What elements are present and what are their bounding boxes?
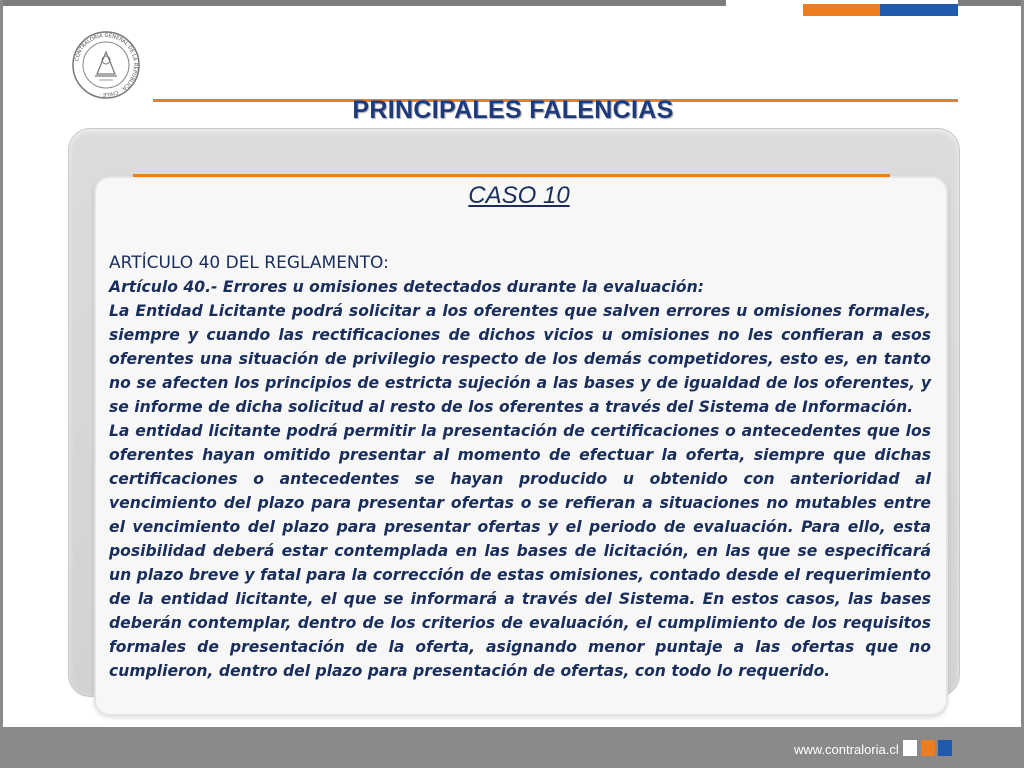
article-content [109, 251, 931, 683]
frame-left [0, 0, 3, 768]
website-link[interactable]: www.contraloria.cl [794, 742, 899, 757]
case-title: CASO 10 [468, 182, 570, 209]
article-subtitle: Artículo 40.- Errores u omisiones detectados durante la evaluación: [109, 278, 704, 296]
card-accent-line [133, 174, 890, 177]
paragraph-1: La Entidad Licitante podrá solicitar a los oferentes que salven errores u omisiones formales, siempre y cuando las rectificaciones de dichos vicios u omisiones no les confieran a esos oferentes una situación de privilegio respecto de los demás competidores, esto es, en tanto no se afecten los principios de estricta sujeción a las bases y de igualdad de los oferentes, y se informe de dicha solicitud al resto de los oferentes a través del Sistema de Información. [109, 302, 931, 416]
svg-text:CONTRALORIA GENERAL DE LA REPU: CONTRALORIA GENERAL DE LA REPUBLICA · CHILE · [74, 32, 139, 98]
footer-square-blue [938, 740, 952, 756]
footer-square-white [903, 740, 917, 756]
contraloria-seal-logo [71, 30, 141, 100]
article-heading: ARTÍCULO 40 DEL REGLAMENTO: [109, 253, 389, 273]
orange-stripe [803, 4, 880, 16]
blue-stripe [880, 4, 958, 16]
footer-square-orange [921, 740, 935, 756]
paragraph-2: La entidad licitante podrá permitir la presentación de certificaciones o antecedentes que los oferentes hayan omitido presentar al momento de efectuar la oferta, siempre que dichas certificaciones o antecedentes se hayan producido u obtenido con anterioridad al vencimiento del plazo para presentar ofertas o se refieran a situaciones no mutables entre el vencimiento del plazo para presentar ofertas y el periodo de evaluación. Para ello, esta posibilidad deberá estar contemplada en las bases de licitación, en las que se especificará un plazo breve y fatal para la corrección de estas omisiones, contado desde el requerimiento de la entidad licitante, el que se informará a través del Sistema. En estos casos, las bases deberán contemplar, dentro de los criterios de evaluación, el cumplimiento de los requisitos formales de presentación de la oferta, asignando menor puntaje a las ofertas que no cumplieron, dentro del plazo para presentación de ofertas, con todo lo requerido. [109, 422, 931, 680]
page-title: PRINCIPALES FALENCIAS [352, 96, 674, 124]
